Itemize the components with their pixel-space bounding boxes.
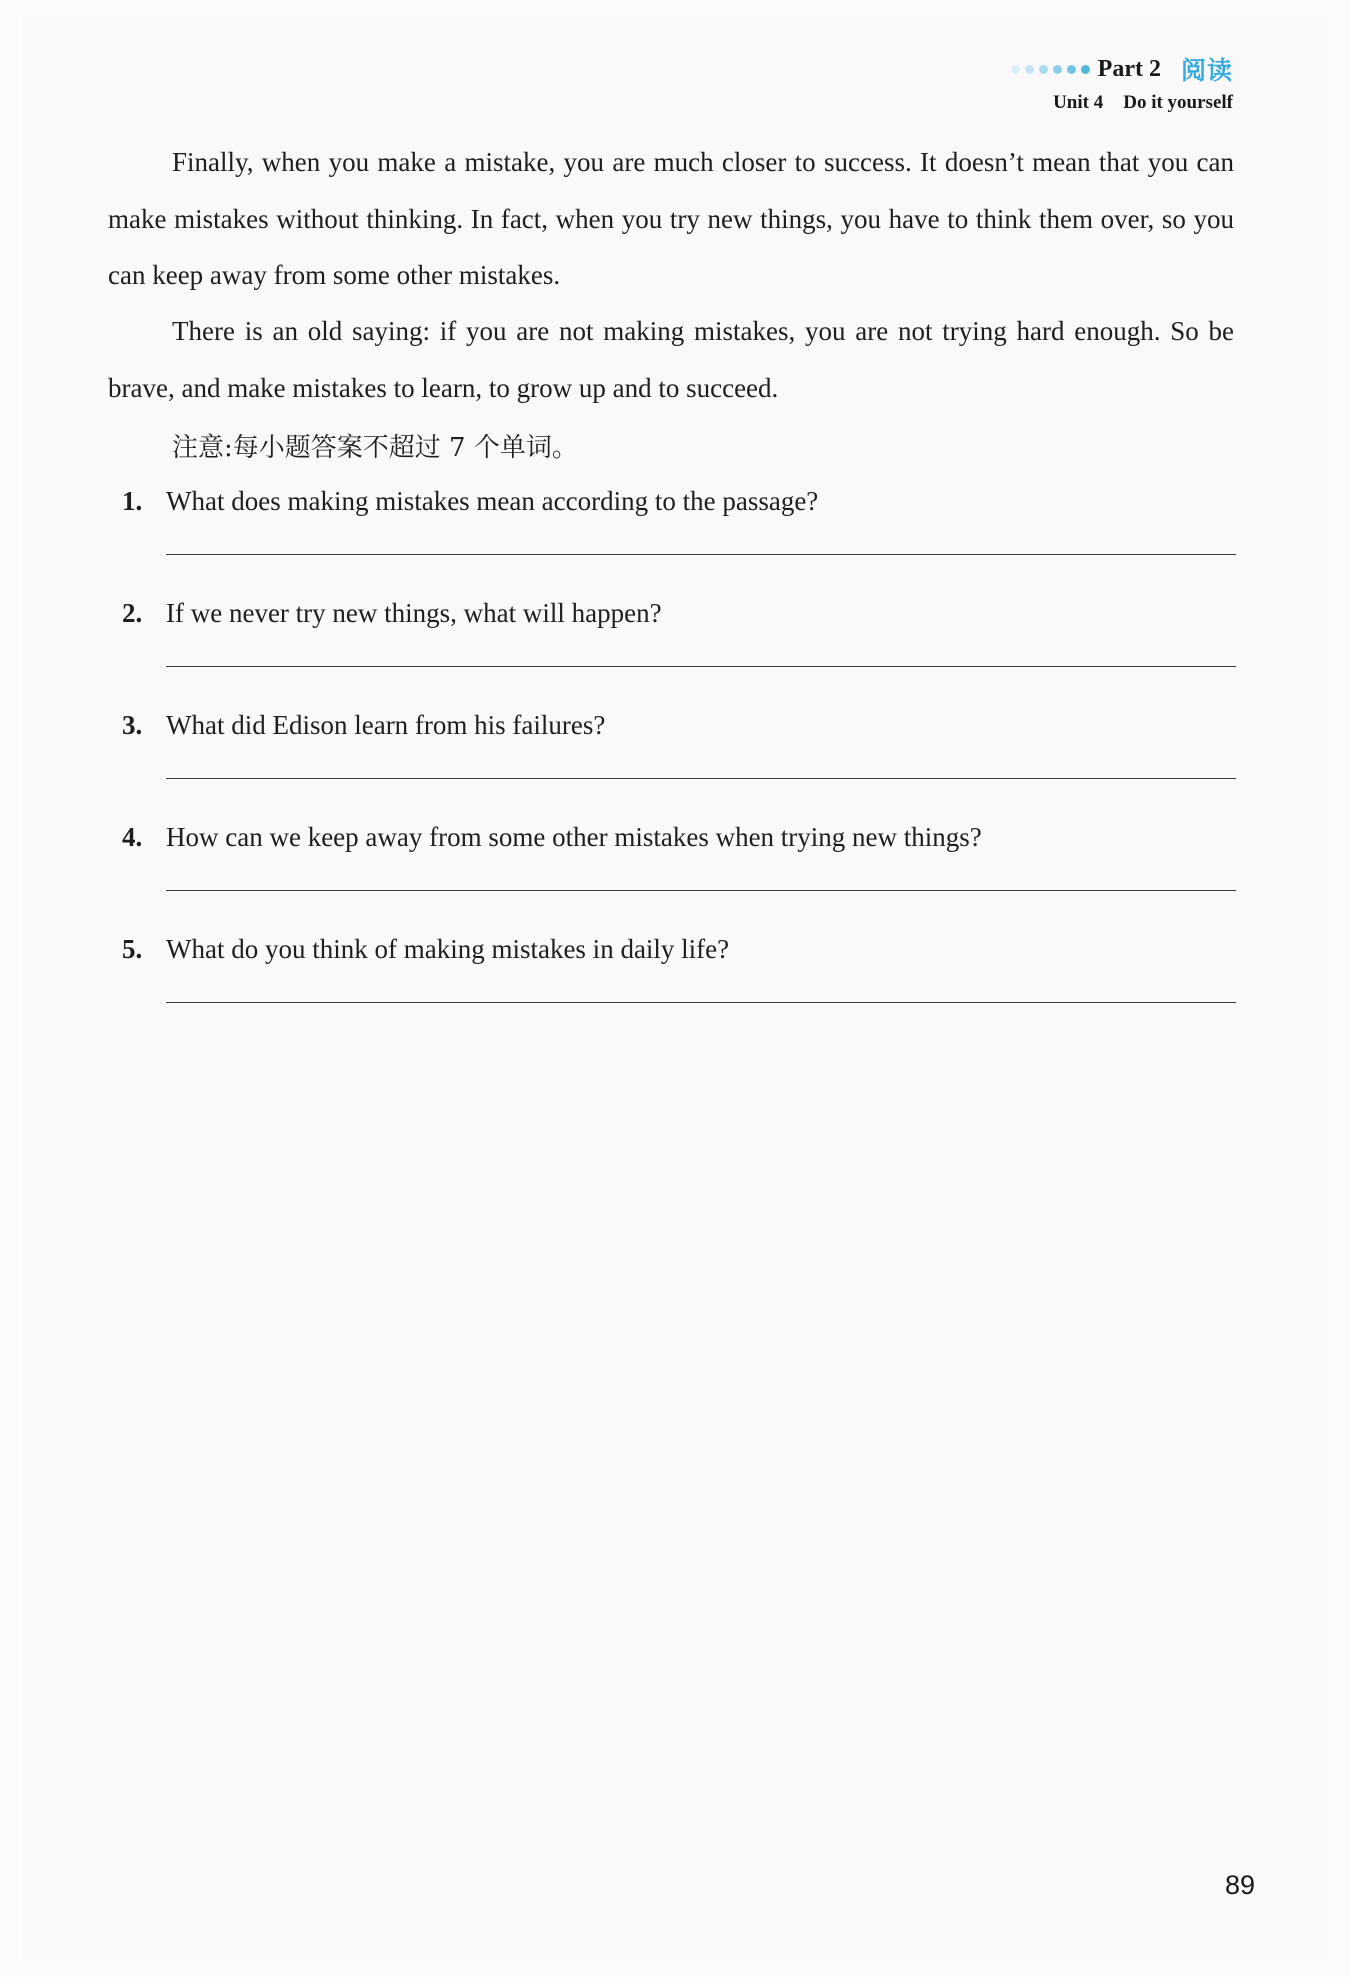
unit-header <box>1053 92 1233 114</box>
dot-icon <box>1067 65 1076 74</box>
question-number: 4. <box>122 822 143 852</box>
answer-line[interactable] <box>166 890 1236 891</box>
unit-label: Unit 4 <box>1053 92 1104 113</box>
question-text: How can we keep away from some other mistakes when trying new things? <box>166 822 982 852</box>
question-number: 1. <box>122 486 143 516</box>
unit-title: Do it yourself <box>1123 92 1233 113</box>
question-number: 2. <box>122 598 143 628</box>
answer-line[interactable] <box>166 666 1236 667</box>
question-item <box>122 697 1236 809</box>
running-header <box>1006 52 1233 86</box>
question-text: What does making mistakes mean according to the passage? <box>166 486 819 516</box>
question-number: 5. <box>122 934 143 964</box>
page-number: 89 <box>1224 1870 1255 1900</box>
question-text: What did Edison learn from his failures? <box>166 710 606 740</box>
dot-icon <box>1039 65 1048 74</box>
passage-paragraph: Finally, when you make a mistake, you are much closer to success. It doesn’t mean that you can make mistakes without thinking. In fact, when you try new things, you have to think them over, so you can keep away from some other mistakes. <box>108 147 1234 290</box>
dot-icon <box>1081 65 1090 74</box>
answer-line[interactable] <box>166 1002 1236 1003</box>
question-item <box>122 473 1236 585</box>
dot-icon <box>1053 65 1062 74</box>
section-label: 阅读 <box>1180 56 1233 85</box>
passage-paragraph: There is an old saying: if you are not making mistakes, you are not trying hard enough. So be brave, and make mistakes to learn, to grow up and to succeed. <box>108 316 1234 403</box>
question-item <box>122 585 1236 697</box>
question-text: What do you think of making mistakes in daily life? <box>166 934 730 964</box>
answer-line[interactable] <box>166 778 1236 779</box>
answer-line[interactable] <box>166 554 1236 555</box>
question-item <box>122 921 1236 1033</box>
instruction-note: 注意:每小题答案不超过 7 个单词。 <box>172 433 578 463</box>
question-number: 3. <box>122 710 143 740</box>
question-text: If we never try new things, what will happen? <box>166 598 662 628</box>
dot-icon <box>1025 65 1034 74</box>
dot-icon <box>1011 65 1020 74</box>
part-label: Part 2 <box>1097 55 1161 82</box>
decorative-dots <box>1006 65 1090 74</box>
question-item <box>122 809 1236 921</box>
